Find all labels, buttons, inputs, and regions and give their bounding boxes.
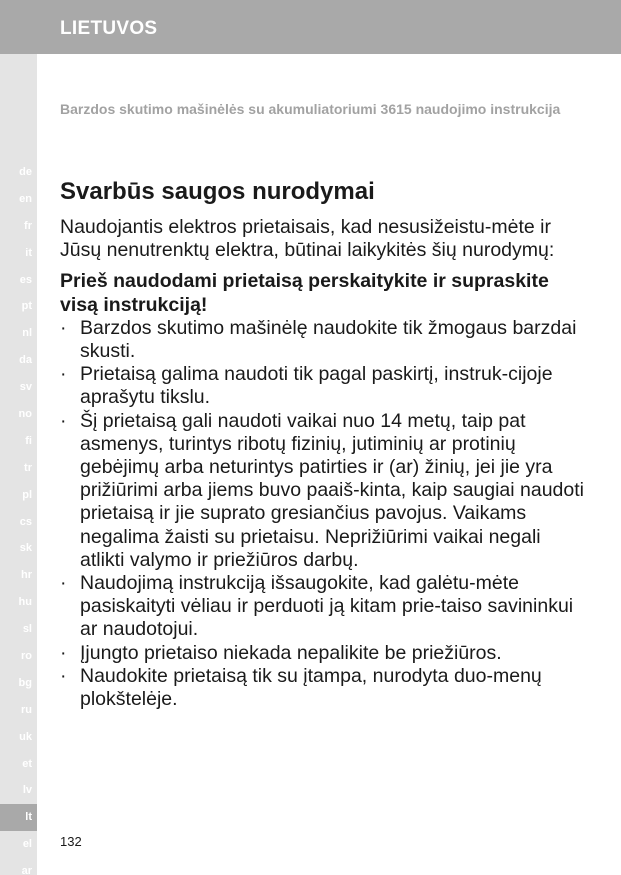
bullet-text: Įjungto prietaiso niekada nepalikite be priežiūros. <box>80 641 502 664</box>
bullet-text: Barzdos skutimo mašinėlę naudokite tik žmogaus barzdai skusti. <box>80 316 577 363</box>
section-heading: Svarbūs saugos nurodymai <box>60 178 375 205</box>
language-tab-sk[interactable]: sk <box>19 542 32 555</box>
language-tab-hu[interactable]: hu <box>18 596 32 609</box>
language-tab-da[interactable]: da <box>19 354 32 367</box>
document-subtitle: Barzdos skutimo mašinėlės su akumuliatoriumi 3615 naudojimo instrukcija <box>60 101 561 117</box>
page-number: 132 <box>60 834 82 849</box>
bullet-mark: · <box>60 641 67 664</box>
bullet-mark: · <box>60 363 67 386</box>
intro-paragraph: Naudojantis elektros prietaisais, kad nesusižeistu-mėte ir Jūsų nenutrenktų elektra, būtinai laikykitės šių nurodymų: <box>60 216 555 262</box>
read-instructions-warning: Prieš naudodami prietaisą perskaitykite ir supraskite visą instrukciją! <box>60 270 549 316</box>
bullet-text: Naudokite prietaisą tik su įtampa, nurodyta duo-menų plokštelėje. <box>80 664 542 711</box>
language-tab-et[interactable]: et <box>22 757 32 770</box>
language-tab-fr[interactable]: fr <box>24 219 32 232</box>
safety-bullet-item <box>60 572 588 642</box>
language-tab-uk[interactable]: uk <box>19 730 32 743</box>
language-tab-it[interactable]: it <box>25 246 32 259</box>
language-tab-no[interactable]: no <box>18 408 32 421</box>
language-tab-cs[interactable]: cs <box>19 515 32 528</box>
bullet-mark: · <box>60 409 67 432</box>
safety-bullet-item <box>60 642 588 665</box>
bullet-mark: · <box>60 316 67 339</box>
language-tab-ru[interactable]: ru <box>21 703 32 716</box>
language-tab-sv[interactable]: sv <box>19 381 32 394</box>
bullet-text: Šį prietaisą gali naudoti vaikai nuo 14 metų, taip pat asmenys, turintys ribotų fizinių, jutiminių ar protinių gebėjimų arba neturintys patirties ir (ar) žinių, jei jie yra prižiūrimi arba jiems buvo paaiš-kinta, kaip saugiai naudoti prietaisą ir jie suprato gresiančius pavojus. Vaikams negalima žaisti su prietaisu. Neprižiūrimi vaikai negali atlikti valymo ir priežiūros darbų. <box>80 409 585 571</box>
language-tab-sl[interactable]: sl <box>22 623 32 636</box>
language-tab-list <box>0 159 37 875</box>
safety-bullet-item <box>60 410 588 572</box>
safety-content <box>60 216 588 711</box>
language-tab-pl[interactable]: pl <box>22 488 32 501</box>
language-tab-lt[interactable]: lt <box>0 804 37 831</box>
header-bar <box>0 0 621 54</box>
language-tab-ro[interactable]: ro <box>21 650 32 663</box>
language-tab-nl[interactable]: nl <box>22 327 32 340</box>
bullet-mark: · <box>60 572 67 595</box>
language-tab-hr[interactable]: hr <box>21 569 32 582</box>
bullet-text: Naudojimą instrukciją išsaugokite, kad galėtu-mėte pasiskaityti vėliau ir perduoti ją kitam prie-taiso savininkui ar naudotojui. <box>80 572 574 641</box>
bullet-mark: · <box>60 664 67 687</box>
bullet-text: Prietaisą galima naudoti tik pagal paskirtį, instruk-cijoje aprašytu tikslu. <box>80 363 553 409</box>
language-tab-ar[interactable]: ar <box>21 865 32 875</box>
language-sidebar <box>0 54 37 875</box>
safety-bullet-list <box>60 317 588 711</box>
language-tab-fi[interactable]: fi <box>25 434 32 447</box>
language-tab-lv[interactable]: lv <box>22 784 32 797</box>
language-tab-tr[interactable]: tr <box>24 461 32 474</box>
language-tab-es[interactable]: es <box>19 273 32 286</box>
safety-bullet-item <box>60 363 588 409</box>
language-tab-el[interactable]: el <box>22 838 32 851</box>
language-tab-en[interactable]: en <box>19 192 32 205</box>
safety-bullet-item <box>60 317 588 363</box>
safety-bullet-item <box>60 665 588 711</box>
language-section-title: LIETUVOS <box>60 18 158 39</box>
language-tab-bg[interactable]: bg <box>18 676 32 689</box>
language-tab-de[interactable]: de <box>19 166 32 178</box>
language-tab-pt[interactable]: pt <box>21 300 32 313</box>
